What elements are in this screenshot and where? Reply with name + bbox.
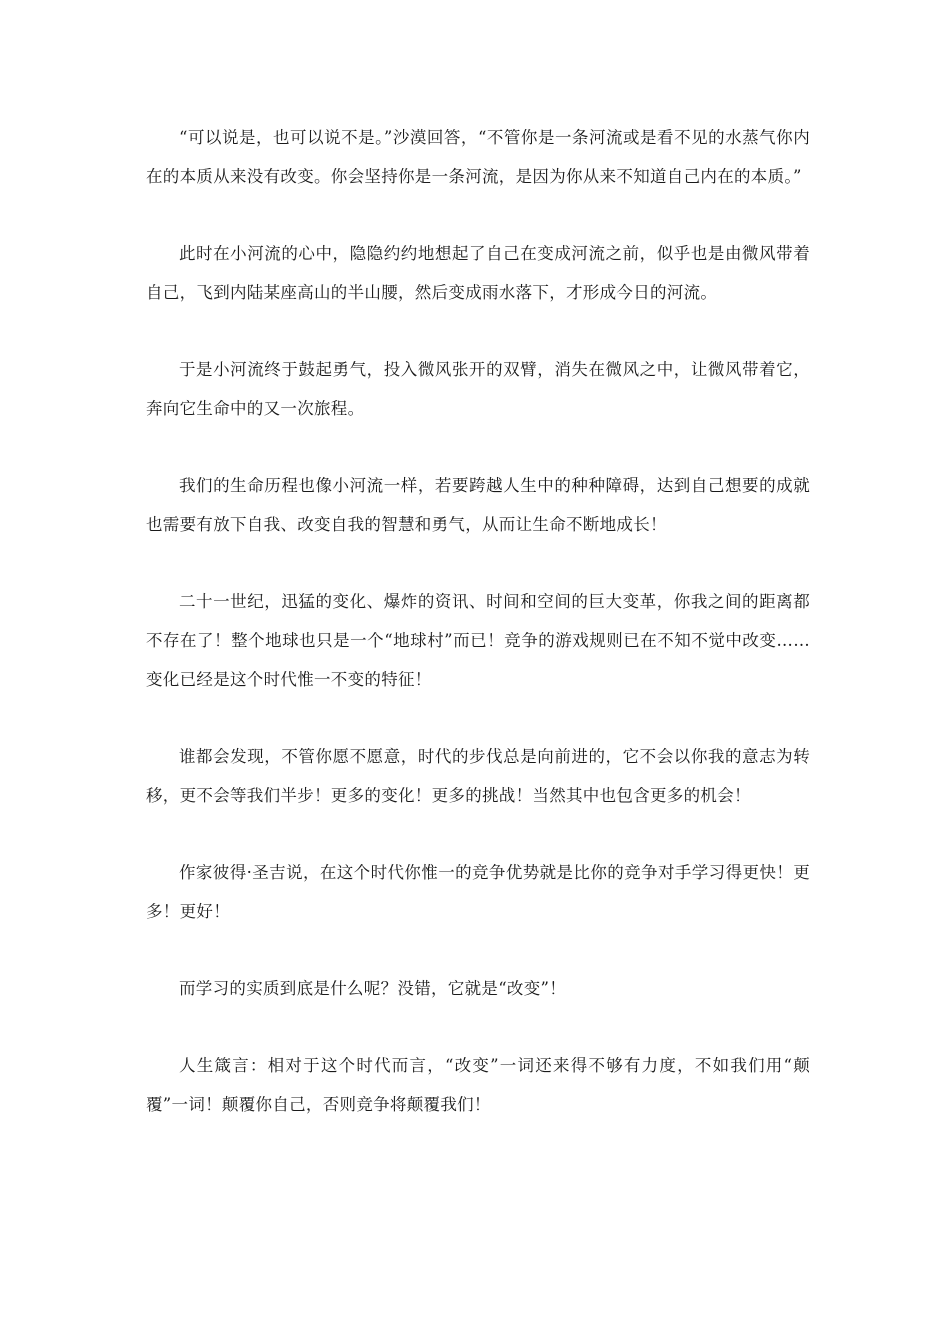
paragraph-9: 人生箴言：相对于这个时代而言，“改变”一词还来得不够有力度，不如我们用“颠覆”一词！颠覆你自己，否则竞争将颠覆我们！ [146, 1056, 810, 1114]
document-body [146, 118, 810, 1162]
paragraph-5: 二十一世纪，迅猛的变化、爆炸的资讯、时间和空间的巨大变革，你我之间的距离都不存在了！整个地球也只是一个“地球村”而已！竞争的游戏规则已在不知不觉中改变……变化已经是这个时代惟一不变的特征！ [146, 592, 810, 689]
paragraph-8: 而学习的实质到底是什么呢？没错，它就是“改变”！ [179, 979, 567, 998]
paragraph-2: 此时在小河流的心中，隐隐约约地想起了自己在变成河流之前，似乎也是由微风带着自己，飞到内陆某座高山的半山腰，然后变成雨水落下，才形成今日的河流。 [146, 244, 810, 302]
paragraph-6: 谁都会发现，不管你愿不愿意，时代的步伐总是向前进的，它不会以你我的意志为转移，更不会等我们半步！更多的变化！更多的挑战！当然其中也包含更多的机会！ [146, 747, 810, 805]
paragraph-3: 于是小河流终于鼓起勇气，投入微风张开的双臂，消失在微风之中，让微风带着它，奔向它生命中的又一次旅程。 [146, 360, 810, 418]
paragraph-7: 作家彼得·圣吉说，在这个时代你惟一的竞争优势就是比你的竞争对手学习得更快！更多！更好！ [146, 863, 810, 921]
paragraph-4: 我们的生命历程也像小河流一样，若要跨越人生中的种种障碍，达到自己想要的成就也需要有放下自我、改变自我的智慧和勇气，从而让生命不断地成长！ [146, 476, 810, 534]
paragraph-1: “可以说是，也可以说不是。”沙漠回答，“不管你是一条河流或是看不见的水蒸气你内在的本质从来没有改变。你会坚持你是一条河流，是因为你从来不知道自己内在的本质。” [146, 128, 810, 186]
